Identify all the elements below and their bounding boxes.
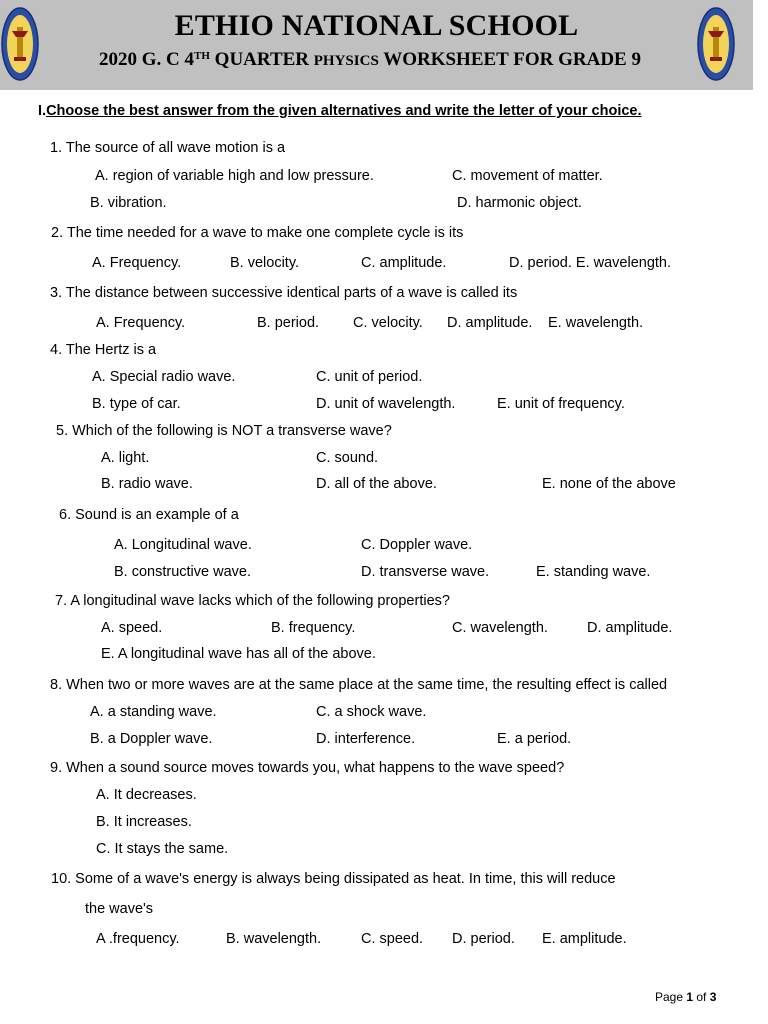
q3-option-d: D. amplitude. [447, 315, 533, 331]
question-6: 6. Sound is an example of a [59, 507, 239, 523]
q2-option-d-e: D. period. E. wavelength. [509, 255, 672, 271]
q6-option-e: E. standing wave. [536, 564, 651, 580]
q7-option-e: E. A longitudinal wave has all of the above. [101, 646, 376, 662]
q9-option-c: C. It stays the same. [96, 841, 229, 857]
q3-option-e: E. wavelength. [548, 315, 644, 331]
q4-option-e: E. unit of frequency. [497, 396, 625, 412]
question-1: 1. The source of all wave motion is a [50, 140, 286, 156]
q1-option-a: A. region of variable high and low pressure. [95, 168, 374, 184]
q4-option-a: A. Special radio wave. [92, 369, 236, 385]
q2-option-c: C. amplitude. [361, 255, 447, 271]
q9-option-b: B. It increases. [96, 814, 192, 830]
question-8: 8. When two or more waves are at the same place at the same time, the resulting effect is called [50, 677, 668, 693]
q6-option-b: B. constructive wave. [114, 564, 251, 580]
question-9: 9. When a sound source moves towards you, what happens to the wave speed? [50, 760, 565, 776]
q4-option-d: D. unit of wavelength. [316, 396, 456, 412]
question-3: 3. The distance between successive identical parts of a wave is called its [50, 285, 518, 301]
q7-option-c: C. wavelength. [452, 620, 548, 636]
q6-option-d: D. transverse wave. [361, 564, 490, 580]
school-emblem-right-icon [696, 5, 736, 83]
q10-option-b: B. wavelength. [226, 931, 322, 947]
q5-option-c: C. sound. [316, 450, 379, 466]
q4-option-c: C. unit of period. [316, 369, 423, 385]
q6-option-a: A. Longitudinal wave. [114, 537, 252, 553]
q5-option-e: E. none of the above [542, 476, 676, 492]
q10-option-d: D. period. [452, 931, 515, 947]
question-5: 5. Which of the following is NOT a transverse wave? [56, 423, 392, 439]
q10-option-c: C. speed. [361, 931, 424, 947]
q8-option-e: E. a period. [497, 731, 572, 747]
q8-option-d: D. interference. [316, 731, 416, 747]
q3-option-c: C. velocity. [353, 315, 423, 331]
question-4: 4. The Hertz is a [50, 342, 157, 358]
q4-option-b: B. type of car. [92, 396, 181, 412]
q6-option-c: C. Doppler wave. [361, 537, 473, 553]
q9-option-a: A. It decreases. [96, 787, 197, 803]
q8-option-c: C. a shock wave. [316, 704, 427, 720]
q8-option-b: B. a Doppler wave. [90, 731, 213, 747]
question-7: 7. A longitudinal wave lacks which of the following properties? [55, 593, 450, 609]
page-header [0, 0, 753, 90]
instruction: I.Choose the best answer from the given alternatives and write the letter of your choice. [38, 103, 642, 119]
q10-option-a: A .frequency. [96, 931, 180, 947]
q10-option-e: E. amplitude. [542, 931, 627, 947]
question-10: 10. Some of a wave's energy is always being dissipated as heat. In time, this will reduce [51, 871, 616, 887]
q7-option-b: B. frequency. [271, 620, 356, 636]
q5-option-d: D. all of the above. [316, 476, 437, 492]
q8-option-a: A. a standing wave. [90, 704, 217, 720]
q1-option-d: D. harmonic object. [457, 195, 582, 211]
q1-option-c: C. movement of matter. [452, 168, 603, 184]
school-title: ETHIO NATIONAL SCHOOL [174, 9, 579, 42]
q5-option-b: B. radio wave. [101, 476, 193, 492]
question-10-continued: the wave's [85, 901, 154, 917]
worksheet-subtitle: 2020 G. C 4TH QUARTER PHYSICS WORKSHEET FOR GRADE 9 [99, 49, 641, 70]
q7-option-a: A. speed. [101, 620, 163, 636]
q2-option-a: A. Frequency. [92, 255, 182, 271]
q3-option-b: B. period. [257, 315, 320, 331]
q1-option-b: B. vibration. [90, 195, 167, 211]
q2-option-b: B. velocity. [230, 255, 300, 271]
q3-option-a: A. Frequency. [96, 315, 186, 331]
question-2: 2. The time needed for a wave to make one complete cycle is its [51, 225, 464, 241]
q5-option-a: A. light. [101, 450, 150, 466]
page-number: Page 1 of 3 [655, 990, 717, 1004]
q7-option-d: D. amplitude. [587, 620, 673, 636]
